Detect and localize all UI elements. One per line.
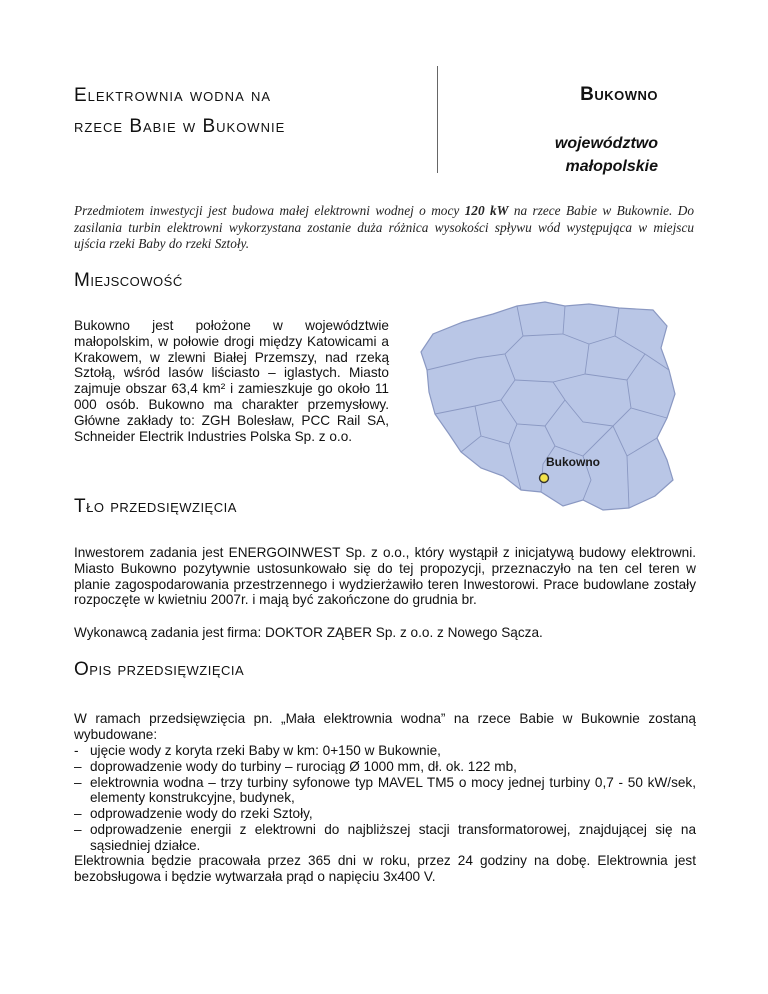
- region-line-2: małopolskie: [565, 158, 658, 175]
- background-paragraph: Inwestorem zadania jest ENERGOINWEST Sp. z o.o., który wystąpił z inicjatywą budowy elektrowni. Miasto Bukowno pozytywnie ustosunkowało się do tej propozycji, przeznaczyło na ten cel teren w planie zagospodarowania przestrzennego i wydzierżawiło teren Inwestorowi. Prace budowlane zostały rozpoczęte w kwietniu 2007r. i mają być zakończone do grudnia br.: [74, 545, 696, 608]
- list-bullet: –: [74, 806, 82, 822]
- list-bullet: -: [74, 743, 79, 758]
- contractor-line: Wykonawcą zadania jest firma: DOKTOR ZĄBER Sp. z o.o. z Nowego Sącza.: [74, 625, 543, 640]
- region-line-1: województwo: [554, 135, 658, 152]
- title-line-2: rzece Babie w Bukownie: [74, 116, 286, 137]
- list-item-text: odprowadzenie energii z elektrowni do najbliższej stacji transformatorowej, znajdującej się na sąsiedniej działce.: [90, 821, 696, 853]
- list-item-text: ujęcie wody z koryta rzeki Baby w km: 0+150 w Bukownie,: [90, 743, 441, 758]
- intro-paragraph: [74, 203, 694, 253]
- description-intro: W ramach przedsięwzięcia pn. „Mała elektrownia wodna” na rzece Babie w Bukownie zostaną wybudowane:: [74, 711, 696, 742]
- list-item: [74, 806, 696, 822]
- document-title: [74, 80, 419, 142]
- section-heading-description: Opis przedsięwzięcia: [74, 659, 245, 680]
- town-name: Bukowno: [580, 84, 658, 105]
- description-closing: Elektrownia będzie pracowała przez 365 dni w roku, przez 24 godziny na dobę. Elektrownia jest bezobsługowa i będzie wytwarzała prąd o napięciu 3x400 V.: [74, 853, 696, 884]
- header-divider: [437, 66, 438, 173]
- section-heading-background: Tło przedsięwzięcia: [74, 496, 237, 517]
- intro-text-1: Przedmiotem inwestycji jest budowa małej elektrowni wodnej o mocy: [74, 203, 465, 218]
- list-item-text: elektrownia wodna – trzy turbiny syfonowe typ MAVEL TM5 o mocy jednej turbiny 0,7 - 50 kW/sek, elementy konstrukcyjne, budynek,: [90, 774, 696, 806]
- works-list: [74, 743, 696, 854]
- intro-text-2: na rzece Babie w Bukownie. Do zasilania turbin elektrowni wykorzystana zostanie duża różnica wysokości spływu wód występująca w miejscu ujścia rzeki Baby do rzeki Sztoły.: [74, 203, 695, 251]
- list-item-text: odprowadzenie wody do rzeki Sztoły,: [90, 806, 313, 822]
- poland-map: [405, 296, 695, 516]
- list-item: [74, 822, 696, 854]
- list-item: [74, 743, 696, 759]
- title-line-1: Elektrownia wodna na: [74, 85, 272, 106]
- list-bullet: –: [74, 821, 82, 837]
- region-name: [458, 132, 658, 178]
- intro-power: 120 kW: [464, 203, 509, 218]
- list-item-text: doprowadzenie wody do turbiny – rurociąg Ø 1000 mm, dł. ok. 122 mb,: [90, 758, 517, 774]
- list-item: [74, 775, 696, 807]
- list-bullet: –: [74, 758, 82, 774]
- list-bullet: –: [74, 774, 82, 790]
- map-label-bukowno: Bukowno: [546, 455, 600, 469]
- bukowno-marker: [540, 474, 549, 483]
- list-item: [74, 759, 696, 775]
- section-heading-location: Miejscowość: [74, 270, 183, 291]
- location-paragraph: Bukowno jest położone w województwie małopolskim, w połowie drogi między Katowicami a Krakowem, w zlewni Białej Przemszy, nad rzeką Sztołą, wśród lasów liściasto – iglastych. Miasto zajmuje obszar 63,4 km² i zamieszkuje go około 11 000 osób. Bukowno ma charakter przemysłowy. Główne zakłady to: ZGH Bolesław, PCC Rail SA, Schneider Electrik Industries Polska Sp. z o.o.: [74, 318, 389, 444]
